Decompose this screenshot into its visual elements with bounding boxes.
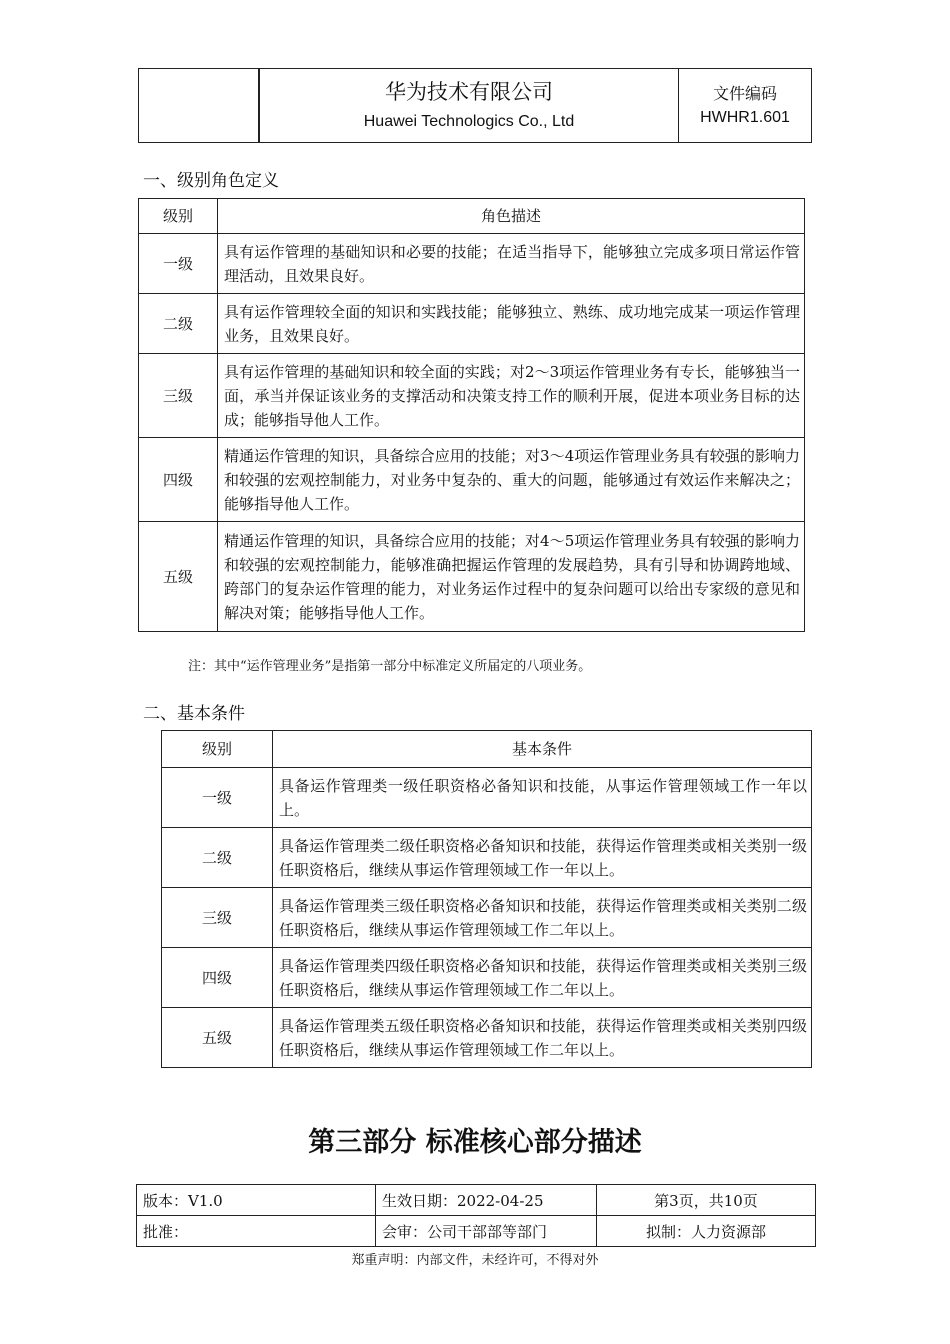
disclaimer: 郑重声明：内部文件，未经许可，不得对外 <box>351 1253 599 1268</box>
company-name-en: Huawei Technologics Co., Ltd <box>363 112 575 130</box>
version-cell: 版本：V1.0 <box>137 1185 376 1216</box>
table-note: 注：其中“运作管理业务”是指第一部分中标准定义所届定的八项业务。 <box>188 659 592 674</box>
doc-code-cell <box>679 69 812 143</box>
level-cell: 三级 <box>162 888 273 948</box>
level-cell: 四级 <box>162 948 273 1008</box>
level-cell: 五级 <box>162 1008 273 1068</box>
section2-title: 二、基本条件 <box>143 704 245 724</box>
table-row <box>139 522 805 632</box>
level-cell: 二级 <box>139 294 218 354</box>
table-header-row <box>139 199 805 234</box>
effective-date-cell: 生效日期：2022-04-25 <box>376 1185 597 1216</box>
description-cell: 具有运作管理的基础知识和较全面的实践；对2～3项运作管理业务有专长，能够独当一面，承当并保证该业务的支撑活动和决策支持工作的顺利开展，促进本项业务目标的达成；能够指导他人工作。 <box>218 354 805 438</box>
table-row <box>162 948 812 1008</box>
company-cell <box>259 69 679 143</box>
table-row <box>162 888 812 948</box>
column-header: 基本条件 <box>273 731 812 768</box>
table-row <box>139 354 805 438</box>
doc-code: HWHR1.601 <box>700 108 790 126</box>
condition-cell: 具备运作管理类一级任职资格必备知识和技能，从事运作管理领域工作一年以上。 <box>273 768 812 828</box>
part-title: 第三部分 标准核心部分描述 <box>308 1127 642 1158</box>
condition-cell: 具备运作管理类四级任职资格必备知识和技能，获得运作管理类或相关类别三级任职资格后，继续从事运作管理领域工作二年以上。 <box>273 948 812 1008</box>
level-cell: 一级 <box>139 234 218 294</box>
page-number-cell: 第3页，共10页 <box>597 1185 816 1216</box>
document-footer <box>136 1184 816 1247</box>
doc-code-label: 文件编码 <box>712 83 777 103</box>
table-row <box>139 234 805 294</box>
table-row <box>139 294 805 354</box>
column-header: 级别 <box>162 731 273 768</box>
level-cell: 四级 <box>139 438 218 522</box>
condition-cell: 具备运作管理类五级任职资格必备知识和技能，获得运作管理类或相关类别四级任职资格后，继续从事运作管理领域工作二年以上。 <box>273 1008 812 1068</box>
condition-cell: 具备运作管理类三级任职资格必备知识和技能，获得运作管理类或相关类别二级任职资格后，继续从事运作管理领域工作二年以上。 <box>273 888 812 948</box>
level-cell: 三级 <box>139 354 218 438</box>
table-row <box>162 1008 812 1068</box>
table-header-row <box>162 731 812 768</box>
level-cell: 一级 <box>162 768 273 828</box>
table-row <box>162 828 812 888</box>
basic-conditions-table <box>161 730 812 1068</box>
logo-cell <box>139 69 260 143</box>
company-name-cn: 华为技术有限公司 <box>385 79 553 104</box>
review-cell: 会审：公司干部部等部门 <box>376 1216 597 1247</box>
approve-cell: 批准： <box>137 1216 376 1247</box>
level-cell: 二级 <box>162 828 273 888</box>
column-header: 角色描述 <box>218 199 805 234</box>
column-header: 级别 <box>139 199 218 234</box>
description-cell: 具有运作管理较全面的知识和实践技能；能够独立、熟练、成功地完成某一项运作管理业务，且效果良好。 <box>218 294 805 354</box>
level-cell: 五级 <box>139 522 218 632</box>
document-header <box>138 68 812 143</box>
table-row <box>139 438 805 522</box>
description-cell: 精通运作管理的知识，具备综合应用的技能；对4～5项运作管理业务具有较强的影响力和较强的宏观控制能力，能够准确把握运作管理的发展趋势，具有引导和协调跨地域、跨部门的复杂运作管理的能力，对业务运作过程中的复杂问题可以给出专家级的意见和解决对策；能够指导他人工作。 <box>218 522 805 632</box>
role-definition-table <box>138 198 805 632</box>
table-row <box>162 768 812 828</box>
description-cell: 具有运作管理的基础知识和必要的技能；在适当指导下，能够独立完成多项日常运作管理活动，且效果良好。 <box>218 234 805 294</box>
description-cell: 精通运作管理的知识，具备综合应用的技能；对3～4项运作管理业务具有较强的影响力和较强的宏观控制能力，对业务中复杂的、重大的问题，能够通过有效运作来解决之；能够指导他人工作。 <box>218 438 805 522</box>
condition-cell: 具备运作管理类二级任职资格必备知识和技能，获得运作管理类或相关类别一级任职资格后，继续从事运作管理领域工作一年以上。 <box>273 828 812 888</box>
section1-title: 一、级别角色定义 <box>143 171 279 191</box>
draft-cell: 拟制：人力资源部 <box>597 1216 816 1247</box>
